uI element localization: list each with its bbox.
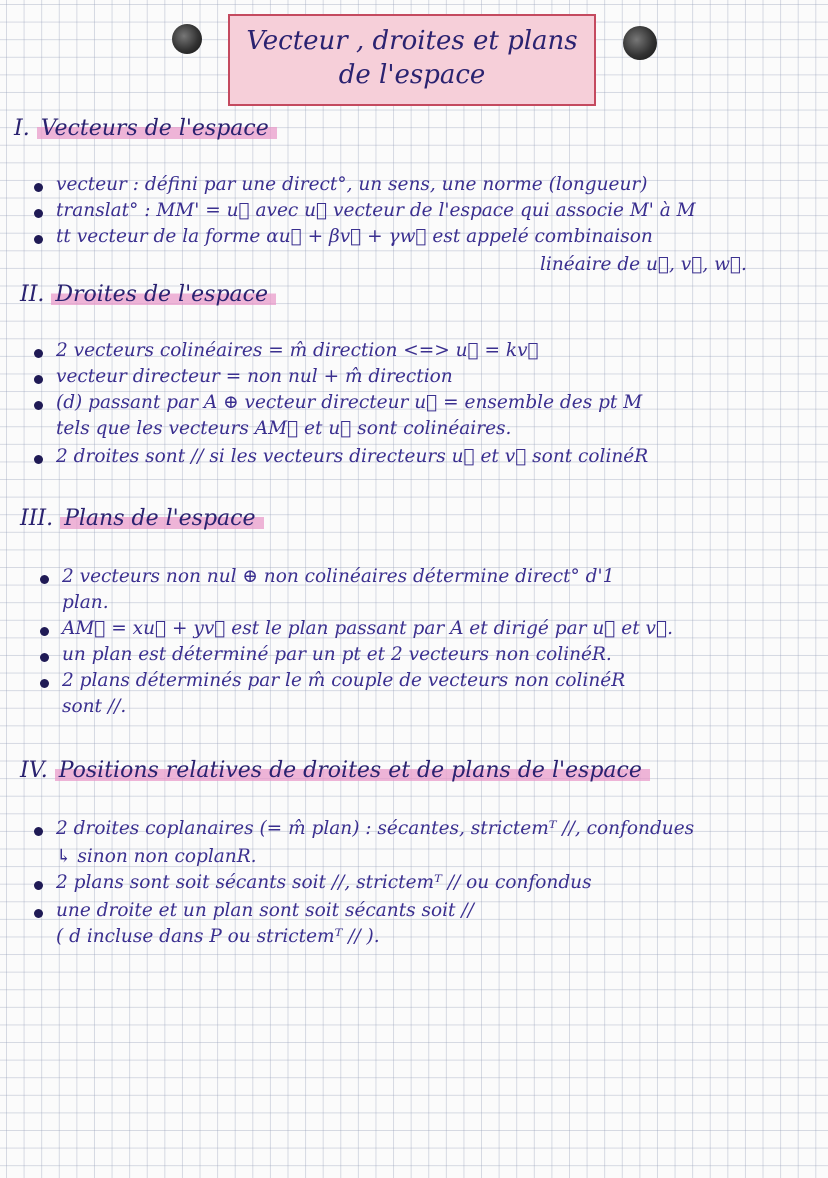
section-4-line-2: ↳ sinon non coplanR. bbox=[56, 846, 257, 867]
title-line-1: Vecteur , droites et plans bbox=[246, 26, 578, 56]
section-3-heading bbox=[20, 506, 264, 531]
section-1-title: Vecteurs de l'espace bbox=[37, 116, 277, 141]
section-4-heading bbox=[20, 758, 650, 783]
section-2-line-3: (d) passant par A ⊕ vecteur directeur u⃗ = ensemble des pt M bbox=[56, 392, 643, 413]
section-4-line-1: 2 droites coplanaires (= m̂ plan) : sécantes, strictemᵀ //, confondues bbox=[56, 818, 695, 839]
section-2-title: Droites de l'espace bbox=[51, 282, 276, 307]
binder-hole-right bbox=[623, 26, 657, 60]
section-4-number: IV. bbox=[20, 758, 48, 783]
section-2-line-2: vecteur directeur = non nul + m̂ direction bbox=[56, 366, 453, 387]
section-3-line-3: AM⃗ = xu⃗ + yv⃗ est le plan passant par A et dirigé par u⃗ et v⃗. bbox=[62, 618, 673, 639]
section-4-line-5: ( d incluse dans P ou strictemᵀ // ). bbox=[56, 926, 380, 947]
section-1-line-2: translat° : MM' = u⃗ avec u⃗ vecteur de l'espace qui associe M' à M bbox=[56, 200, 696, 221]
section-3-number: III. bbox=[20, 506, 54, 531]
section-2-heading bbox=[20, 282, 276, 307]
title-box bbox=[228, 14, 596, 106]
section-3-line-4: un plan est déterminé par un pt et 2 vecteurs non colinéR. bbox=[62, 644, 612, 665]
section-3-title: Plans de l'espace bbox=[60, 506, 263, 531]
section-1-number: I. bbox=[14, 116, 30, 141]
section-1-line-3: tt vecteur de la forme αu⃗ + βv⃗ + γw⃗ est appelé combinaison bbox=[56, 226, 653, 247]
section-2-line-1: 2 vecteurs colinéaires = m̂ direction <=> u⃗ = kv⃗ bbox=[56, 340, 539, 361]
section-3-line-1: 2 vecteurs non nul ⊕ non colinéaires détermine direct° d'1 bbox=[62, 566, 615, 587]
section-4-line-4: une droite et un plan sont soit sécants soit // bbox=[56, 900, 474, 921]
section-1-heading bbox=[14, 116, 277, 141]
section-4-line-3: 2 plans sont soit sécants soit //, strictemᵀ // ou confondus bbox=[56, 872, 592, 893]
section-3-line-6: sont //. bbox=[62, 696, 127, 717]
section-2-number: II. bbox=[20, 282, 45, 307]
section-4-title: Positions relatives de droites et de plans de l'espace bbox=[55, 758, 650, 783]
section-3-line-2: plan. bbox=[62, 592, 109, 613]
section-3-line-5: 2 plans déterminés par le m̂ couple de vecteurs non colinéR bbox=[62, 670, 626, 691]
section-2-line-5: 2 droites sont // si les vecteurs directeurs u⃗ et v⃗ sont colinéR bbox=[56, 446, 649, 467]
section-1-line-1: vecteur : défini par une direct°, un sens, une norme (longueur) bbox=[56, 174, 648, 195]
section-1-line-4: linéaire de u⃗, v⃗, w⃗. bbox=[540, 254, 747, 275]
title-line-2: de l'espace bbox=[338, 60, 486, 90]
section-2-line-4: tels que les vecteurs AM⃗ et u⃗ sont colinéaires. bbox=[56, 418, 512, 439]
binder-hole-left bbox=[172, 24, 202, 54]
